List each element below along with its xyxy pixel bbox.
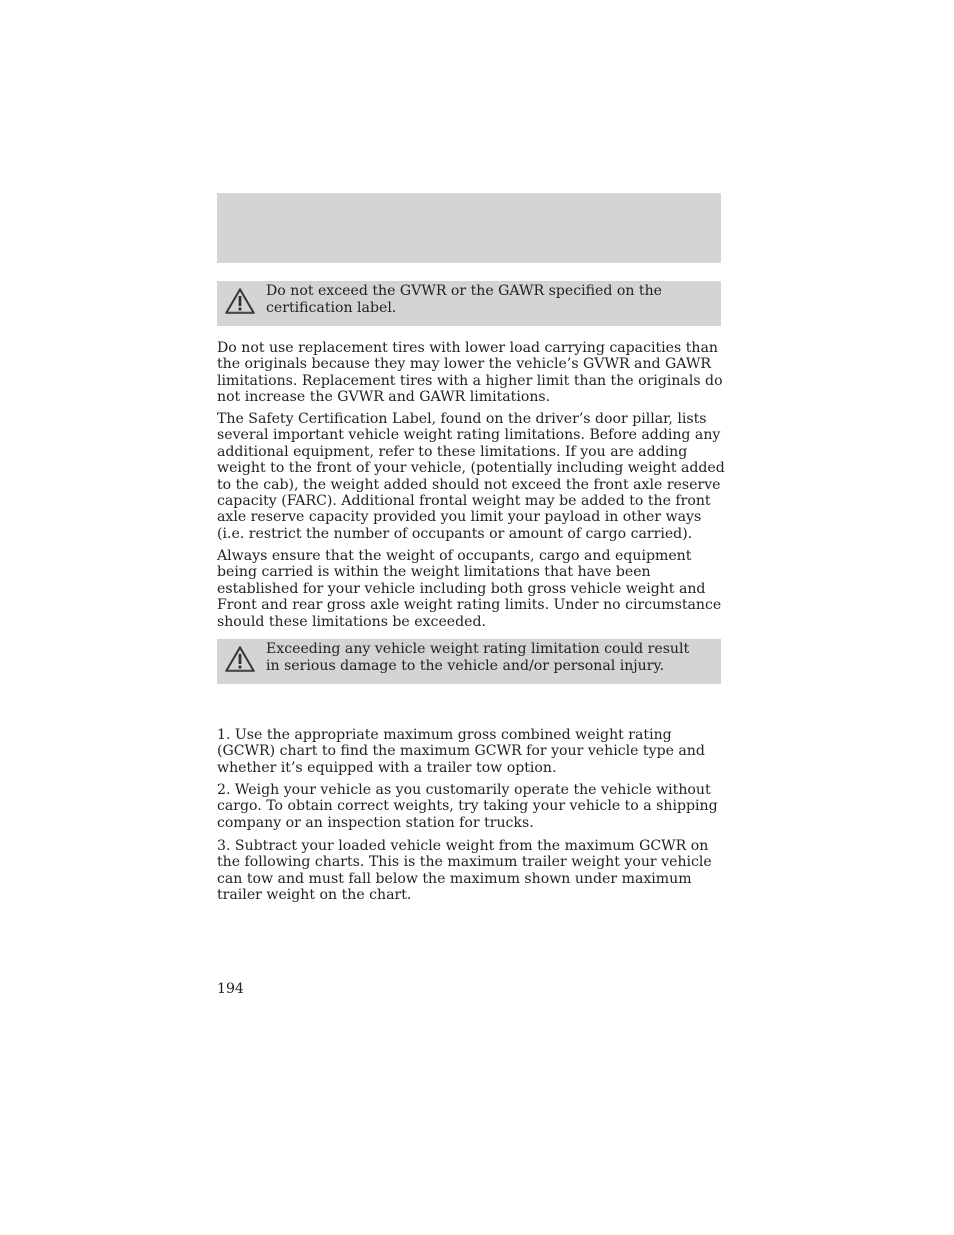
warning-triangle-icon: [224, 287, 256, 315]
paragraph-weight-limits: Always ensure that the weight of occupants, cargo and equipment being carried is within the weight limitations that have been established for your vehicle including both gross vehicle weight and Front and rear gross axle weight rating limits. Under no circumstance should these limitations be exceeded.: [217, 548, 722, 630]
page-number: 194: [217, 981, 244, 997]
warning-text: Exceeding any vehicle weight rating limitation could result in serious damage to the vehicle and/or personal injury.: [266, 641, 690, 674]
step-3: 3. Subtract your loaded vehicle weight from the maximum GCWR on the following charts. This is the maximum trailer weight your vehicle can tow and must fall below the maximum shown under maximum trailer weight on the chart.: [217, 838, 712, 904]
paragraph-replacement-tires: Do not use replacement tires with lower load carrying capacities than the originals because they may lower the vehicle’s GVWR and GAWR limitations. Replacement tires with a higher limit than the originals do not increase the GVWR and GAWR limitations.: [217, 340, 723, 406]
step-2: 2. Weigh your vehicle as you customarily operate the vehicle without cargo. To obtain correct weights, try taking your vehicle to a shipping company or an inspection station for trucks.: [217, 782, 718, 831]
warning-box-exceeding: [217, 639, 721, 684]
warning-triangle-icon: [224, 645, 256, 673]
step-1: 1. Use the appropriate maximum gross combined weight rating (GCWR) chart to find the maximum GCWR for your vehicle type and whether it’s equipped with a trailer tow option.: [217, 727, 705, 776]
paragraph-safety-label: The Safety Certification Label, found on the driver’s door pillar, lists several important vehicle weight rating limitations. Before adding any additional equipment, refer to these limitations. If you are adding weight to the front of your vehicle, (potentially including weight added to the cab), the weight added should not exceed the front axle reserve capacity (FARC). Additional frontal weight may be added to the front axle reserve capacity provided you limit your payload in other ways (i.e. restrict the number of occupants or amount of cargo carried).: [217, 411, 725, 542]
warning-box-gvwr: [217, 281, 721, 326]
section-header-bar: [217, 193, 721, 263]
warning-text: Do not exceed the GVWR or the GAWR specified on the certification label.: [266, 283, 662, 316]
